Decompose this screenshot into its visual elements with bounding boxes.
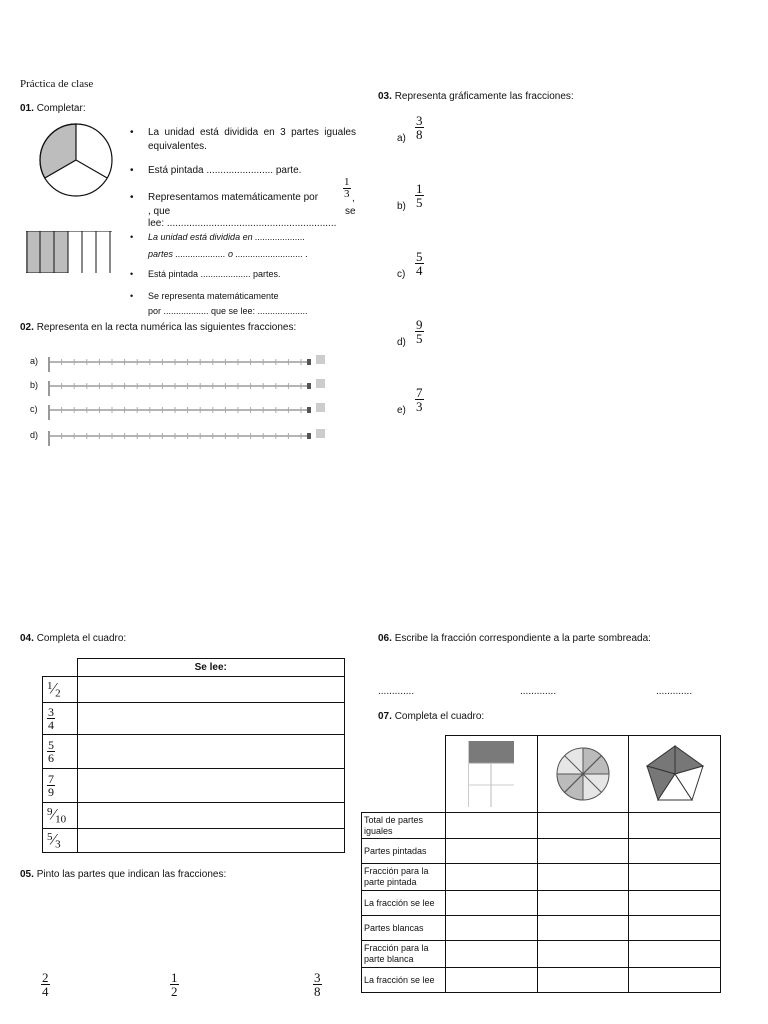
q04-answer-cell[interactable] [77, 735, 345, 769]
q06-blank-1[interactable]: ............. [378, 686, 415, 697]
circle-divider [76, 160, 107, 178]
q05-fraction: $\frac{1}{2}$ [171, 970, 178, 999]
q07-answer-cell[interactable] [537, 941, 629, 968]
table-row [362, 968, 721, 993]
q07-table [361, 735, 721, 993]
q07-answer-cell[interactable] [629, 891, 721, 916]
q04-fraction-cell: $\frac{5}{6}$ [43, 735, 78, 769]
q05-fraction: $\frac{3}{8}$ [314, 970, 321, 999]
q07-answer-cell[interactable] [629, 968, 721, 993]
q07-answer-cell[interactable] [629, 864, 721, 891]
table-row [43, 769, 345, 803]
q03-fraction: $\frac{1}{5}$ [416, 181, 423, 210]
q04-header: Se lee: [77, 659, 345, 677]
q03-item-label: e) [397, 405, 406, 416]
q07-answer-cell[interactable] [446, 839, 537, 864]
q07-row-label: Partes pintadas [362, 839, 446, 864]
q04-answer-cell[interactable] [77, 677, 345, 703]
q06-blank-2[interactable]: ............. [520, 686, 557, 697]
bar-sixths-figure [26, 231, 112, 273]
q07-row-label: Fracción para la parte pintada [362, 864, 446, 891]
q01-se: se [345, 206, 356, 217]
q01-bullet-4: • La unidad está dividida en .................... [148, 231, 348, 243]
q03-item-label: b) [397, 201, 406, 212]
number-line [44, 354, 334, 374]
q04-fraction-cell: $\frac{3}{4}$ [43, 703, 78, 735]
q07-row-label: Total de partes iguales [362, 813, 446, 839]
number-line [44, 402, 334, 422]
q01-bullet-4b: partes .................... o ........................... . [148, 249, 309, 259]
q01-label: Completar: [36, 103, 86, 114]
q04-fraction-cell: $^9⁄_{10}$ [43, 803, 78, 829]
q07-circle-cell [537, 736, 629, 813]
q01-bullet-6b: por .................. que se lee: .................... [148, 306, 308, 316]
q07-answer-cell[interactable] [629, 941, 721, 968]
q07-answer-cell[interactable] [446, 891, 537, 916]
q07-answer-cell[interactable] [446, 813, 537, 839]
table-row [43, 703, 345, 735]
table-row [362, 864, 721, 891]
number-line [44, 378, 334, 398]
table-row [362, 916, 721, 941]
square-quarters-figure [468, 741, 514, 807]
q03-heading: 03. Representa gráficamente las fracciones: [378, 91, 574, 102]
q01-que: , que [148, 206, 171, 217]
table-row [43, 735, 345, 769]
q01-bullet-6: • Se representa matemáticamente [148, 290, 279, 302]
q03-item-label: a) [397, 133, 406, 144]
q07-answer-cell[interactable] [446, 864, 537, 891]
square-shaded-part [468, 741, 514, 763]
q07-row-label: La fracción se lee [362, 891, 446, 916]
q04-fraction-cell: $^5⁄_3$ [43, 829, 78, 853]
q03-fraction: $\frac{3}{8}$ [416, 113, 423, 142]
q03-item-label: d) [397, 337, 406, 348]
q07-answer-cell[interactable] [537, 813, 629, 839]
q07-square-cell [446, 736, 537, 813]
q04-answer-cell[interactable] [77, 769, 345, 803]
table-row [362, 813, 721, 839]
q01-lee: lee: ............................................................. [148, 218, 337, 229]
q01-number: 01. [20, 103, 34, 114]
number-line [44, 428, 334, 448]
q04-heading: 04. Completa el cuadro: [20, 633, 127, 644]
q07-answer-cell[interactable] [446, 968, 537, 993]
table-row [43, 677, 345, 703]
q07-row-label: Fracción para la parte blanca [362, 941, 446, 968]
q04-answer-cell[interactable] [77, 829, 345, 853]
q03-fraction: $\frac{9}{5}$ [416, 317, 423, 346]
q01-bullet-3: • Representamos matemáticamente por [148, 191, 343, 205]
q06-blank-3[interactable]: ............. [656, 686, 693, 697]
q01-fraction-one-third: $\frac{1}{3}$ [344, 176, 350, 200]
q04-fraction-cell: $^1⁄_2$ [43, 677, 78, 703]
table-row [362, 941, 721, 968]
q07-answer-cell[interactable] [537, 891, 629, 916]
q01-heading [20, 103, 86, 114]
table-row [362, 891, 721, 916]
q04-table [42, 658, 345, 853]
table-row [43, 829, 345, 853]
q05-heading: 05. Pinto las partes que indican las fracciones: [20, 869, 227, 880]
q04-answer-cell[interactable] [77, 703, 345, 735]
table-row [43, 803, 345, 829]
q07-answer-cell[interactable] [629, 916, 721, 941]
q07-heading: 07. Completa el cuadro: [378, 711, 485, 722]
q01-bullet-1: • La unidad está dividida en 3 partes iguales equivalentes. [148, 126, 356, 154]
number-line-label: d) [30, 430, 39, 440]
number-line-label: a) [30, 356, 39, 366]
q04-answer-cell[interactable] [77, 803, 345, 829]
q01-bullet-5: • Está pintada .................... partes. [148, 267, 281, 281]
q07-answer-cell[interactable] [537, 916, 629, 941]
circle-thirds-figure [38, 122, 114, 198]
circle-shaded-third [40, 124, 76, 178]
q07-pentagon-cell [629, 736, 721, 813]
number-line-label: c) [30, 404, 38, 414]
q06-heading: 06. Escribe la fracción correspondiente a la parte sombreada: [378, 633, 651, 644]
circle-eighths-figure [555, 746, 611, 802]
q07-answer-cell[interactable] [537, 839, 629, 864]
q04-fraction-cell: $\frac{7}{9}$ [43, 769, 78, 803]
q02-heading: 02. Representa en la recta numérica las siguientes fracciones: [20, 322, 297, 333]
q01-bullet-2: • Está pintada ........................ parte. [148, 164, 356, 178]
q03-item-label: c) [397, 269, 406, 280]
q07-answer-cell[interactable] [537, 864, 629, 891]
table-row [362, 839, 721, 864]
q07-answer-cell[interactable] [446, 916, 537, 941]
q03-fraction: $\frac{5}{4}$ [416, 249, 423, 278]
q07-answer-cell[interactable] [629, 839, 721, 864]
page-title: Práctica de clase [20, 78, 94, 90]
q07-row-label: Partes blancas [362, 916, 446, 941]
q03-fraction: $\frac{7}{3}$ [416, 385, 423, 414]
pentagon-fifths-figure [644, 744, 706, 804]
q07-row-label: La fracción se lee [362, 968, 446, 993]
q07-answer-cell[interactable] [446, 941, 537, 968]
number-line-label: b) [30, 380, 39, 390]
q05-fraction: $\frac{2}{4}$ [42, 970, 49, 999]
q07-answer-cell[interactable] [537, 968, 629, 993]
q07-answer-cell[interactable] [629, 813, 721, 839]
bar-shaded-parts [26, 231, 68, 273]
